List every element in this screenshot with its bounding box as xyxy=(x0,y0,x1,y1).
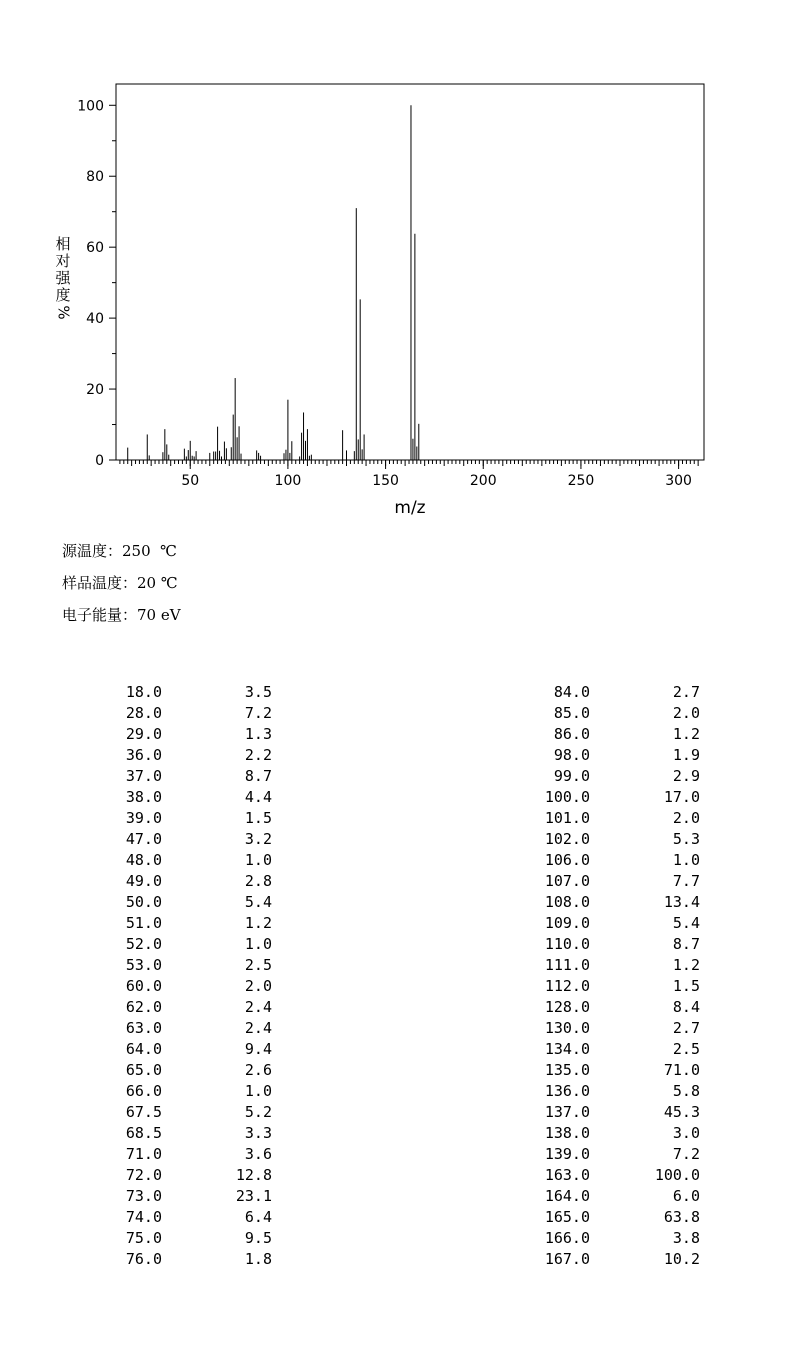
peak-row xyxy=(520,1039,700,1060)
peak-mz: 107.0 xyxy=(544,872,590,890)
peak-mz: 36.0 xyxy=(125,746,162,764)
peak-intensity: 10.2 xyxy=(663,1250,700,1268)
peak-row xyxy=(100,1228,272,1249)
peak-mz: 130.0 xyxy=(544,1019,590,1037)
peak-mz: 111.0 xyxy=(544,956,590,974)
peak-intensity: 2.4 xyxy=(244,998,272,1016)
peak-mz: 38.0 xyxy=(125,788,162,806)
peak-mz: 72.0 xyxy=(125,1166,162,1184)
peak-mz: 76.0 xyxy=(125,1250,162,1268)
peak-mz: 47.0 xyxy=(125,830,162,848)
y-tick-label: 0 xyxy=(95,453,104,469)
peak-intensity: 3.6 xyxy=(244,1145,272,1163)
y-axis-ticks xyxy=(77,98,116,469)
peak-row xyxy=(100,997,272,1018)
peak-mz: 71.0 xyxy=(125,1145,162,1163)
peak-row xyxy=(520,1165,700,1186)
peak-row xyxy=(520,1144,700,1165)
instrument-conditions xyxy=(62,540,181,636)
peak-intensity: 3.8 xyxy=(672,1229,700,1247)
peak-row xyxy=(520,1186,700,1207)
peak-row xyxy=(100,1060,272,1081)
x-tick-label: 300 xyxy=(665,473,692,489)
peak-row xyxy=(100,1102,272,1123)
y-axis-label-unit: % xyxy=(54,305,73,320)
peak-intensity: 2.2 xyxy=(244,746,272,764)
y-tick-label: 100 xyxy=(77,98,104,115)
peak-mz: 98.0 xyxy=(553,746,590,764)
peak-intensity: 7.7 xyxy=(672,872,700,890)
peak-mz: 109.0 xyxy=(544,914,590,932)
peak-row xyxy=(520,1102,700,1123)
peak-row xyxy=(100,1081,272,1102)
peak-intensity: 1.2 xyxy=(672,725,700,743)
peak-mz: 50.0 xyxy=(125,893,162,911)
peak-mz: 136.0 xyxy=(544,1082,590,1100)
peak-mz: 112.0 xyxy=(544,977,590,995)
peak-mz: 85.0 xyxy=(553,704,590,722)
peak-intensity: 7.2 xyxy=(672,1145,700,1163)
peak-row xyxy=(520,955,700,976)
peak-intensity: 2.5 xyxy=(244,956,272,974)
peak-intensity: 3.5 xyxy=(244,683,272,701)
peak-intensity: 2.8 xyxy=(244,872,272,890)
peak-mz: 100.0 xyxy=(544,788,590,806)
peak-mz: 48.0 xyxy=(125,851,162,869)
peak-intensity: 5.2 xyxy=(244,1103,272,1121)
condition-source-temperature xyxy=(62,540,181,572)
peak-intensity: 1.2 xyxy=(244,914,272,932)
peak-intensity: 8.7 xyxy=(244,767,272,785)
peak-mz: 49.0 xyxy=(125,872,162,890)
condition-label: 源温度： xyxy=(62,542,123,560)
peak-row xyxy=(520,1081,700,1102)
peak-intensity: 1.5 xyxy=(244,809,272,827)
peak-row xyxy=(520,766,700,787)
peak-row xyxy=(100,1249,272,1270)
peak-intensity: 45.3 xyxy=(663,1103,700,1121)
peak-row xyxy=(100,1018,272,1039)
y-tick-label: 80 xyxy=(86,169,104,186)
peak-intensity: 2.5 xyxy=(672,1040,700,1058)
peak-row xyxy=(520,1249,700,1270)
condition-label: 电子能量： xyxy=(62,606,138,624)
plot-frame xyxy=(116,84,704,460)
peak-row xyxy=(520,1060,700,1081)
peak-intensity: 1.2 xyxy=(672,956,700,974)
peak-mz: 128.0 xyxy=(544,998,590,1016)
y-axis-label-char: 对 xyxy=(55,252,71,270)
peak-mz: 106.0 xyxy=(544,851,590,869)
x-tick-label: 50 xyxy=(181,473,200,489)
peak-intensity: 1.5 xyxy=(672,977,700,995)
x-axis-ticks xyxy=(181,460,692,489)
x-tick-label: 100 xyxy=(274,473,302,489)
peak-row xyxy=(520,1207,700,1228)
peak-row xyxy=(520,787,700,808)
peak-intensity: 2.7 xyxy=(672,683,700,701)
mass-spectrum-chart xyxy=(0,0,794,530)
peak-intensity: 100.0 xyxy=(654,1166,700,1184)
peak-row xyxy=(520,871,700,892)
peak-row xyxy=(520,703,700,724)
condition-electron-energy xyxy=(62,604,181,636)
peak-row xyxy=(100,766,272,787)
peak-intensity: 2.0 xyxy=(672,809,700,827)
peak-row xyxy=(100,850,272,871)
peak-intensity: 9.5 xyxy=(244,1229,272,1247)
peak-intensity: 71.0 xyxy=(663,1061,700,1079)
peak-row xyxy=(520,745,700,766)
condition-value: 70 eV xyxy=(137,606,181,624)
peak-row xyxy=(100,1186,272,1207)
peak-mz: 138.0 xyxy=(544,1124,590,1142)
peak-intensity: 1.8 xyxy=(244,1250,272,1268)
peak-mz: 102.0 xyxy=(544,830,590,848)
peak-table-left xyxy=(100,682,272,1270)
peak-intensity: 5.4 xyxy=(244,893,272,911)
peak-mz: 37.0 xyxy=(125,767,162,785)
peak-intensity: 12.8 xyxy=(235,1166,272,1184)
peak-row xyxy=(520,1018,700,1039)
peak-row xyxy=(100,892,272,913)
peak-row xyxy=(100,934,272,955)
peak-row xyxy=(100,1165,272,1186)
peak-mz: 167.0 xyxy=(544,1250,590,1268)
peak-mz: 101.0 xyxy=(544,809,590,827)
peak-mz: 39.0 xyxy=(125,809,162,827)
peak-row xyxy=(100,1123,272,1144)
peak-intensity: 8.7 xyxy=(672,935,700,953)
peak-mz: 53.0 xyxy=(125,956,162,974)
peak-row xyxy=(520,892,700,913)
y-axis-label-char: 强 xyxy=(55,269,71,287)
peak-intensity: 2.0 xyxy=(244,977,272,995)
peak-intensity: 1.9 xyxy=(672,746,700,764)
peak-row xyxy=(520,850,700,871)
peak-mz: 163.0 xyxy=(544,1166,590,1184)
peak-row xyxy=(520,934,700,955)
peak-intensity: 1.3 xyxy=(244,725,272,743)
peak-mz: 86.0 xyxy=(553,725,590,743)
peak-intensity: 8.4 xyxy=(672,998,700,1016)
peak-row xyxy=(100,1039,272,1060)
peak-mz: 166.0 xyxy=(544,1229,590,1247)
peak-mz: 139.0 xyxy=(544,1145,590,1163)
condition-value: 250 ℃ xyxy=(122,542,177,560)
condition-label: 样品温度： xyxy=(62,574,138,592)
peak-mz: 135.0 xyxy=(544,1061,590,1079)
peak-intensity: 23.1 xyxy=(235,1187,272,1205)
peak-mz: 110.0 xyxy=(544,935,590,953)
peak-intensity: 1.0 xyxy=(244,851,272,869)
peak-mz: 65.0 xyxy=(125,1061,162,1079)
peak-mz: 67.5 xyxy=(125,1103,162,1121)
peak-mz: 62.0 xyxy=(125,998,162,1016)
peak-row xyxy=(520,724,700,745)
peak-row xyxy=(100,955,272,976)
peak-row xyxy=(520,1228,700,1249)
peak-row xyxy=(520,808,700,829)
peak-mz: 99.0 xyxy=(553,767,590,785)
peak-intensity: 17.0 xyxy=(663,788,700,806)
peak-row xyxy=(100,913,272,934)
x-tick-label: 250 xyxy=(567,473,595,489)
peak-intensity: 3.0 xyxy=(672,1124,700,1142)
peak-intensity: 2.0 xyxy=(672,704,700,722)
condition-value: 20 ℃ xyxy=(137,574,178,592)
peak-mz: 73.0 xyxy=(125,1187,162,1205)
peak-mz: 18.0 xyxy=(125,683,162,701)
peak-intensity: 63.8 xyxy=(663,1208,700,1226)
y-tick-label: 40 xyxy=(86,311,104,328)
peak-intensity: 5.4 xyxy=(672,914,700,932)
peak-intensity: 3.3 xyxy=(244,1124,272,1142)
peak-mz: 68.5 xyxy=(125,1124,162,1142)
peak-mz: 51.0 xyxy=(125,914,162,932)
peak-mz: 28.0 xyxy=(125,704,162,722)
peak-mz: 63.0 xyxy=(125,1019,162,1037)
peak-row xyxy=(100,724,272,745)
peak-mz: 66.0 xyxy=(125,1082,162,1100)
peak-intensity: 5.3 xyxy=(672,830,700,848)
peak-row xyxy=(520,997,700,1018)
peak-intensity: 3.2 xyxy=(244,830,272,848)
peak-intensity: 1.0 xyxy=(244,935,272,953)
peak-mz: 165.0 xyxy=(544,1208,590,1226)
y-axis-label xyxy=(52,236,74,321)
peak-intensity: 9.4 xyxy=(244,1040,272,1058)
spectrum-peaks xyxy=(128,105,419,460)
y-axis-label-char: 度 xyxy=(55,286,71,304)
peak-row xyxy=(100,808,272,829)
peak-row xyxy=(100,745,272,766)
peak-intensity: 2.9 xyxy=(672,767,700,785)
peak-row xyxy=(520,1123,700,1144)
peak-row xyxy=(520,976,700,997)
peak-row xyxy=(100,871,272,892)
peak-row xyxy=(100,682,272,703)
peak-intensity: 6.0 xyxy=(672,1187,700,1205)
peak-intensity: 2.7 xyxy=(672,1019,700,1037)
y-axis-label-char: 相 xyxy=(55,235,71,253)
x-tick-label: 150 xyxy=(372,473,399,489)
y-tick-label: 60 xyxy=(86,240,104,257)
peak-intensity: 13.4 xyxy=(663,893,700,911)
peak-row xyxy=(520,913,700,934)
peak-intensity: 1.0 xyxy=(672,851,700,869)
peak-table-right xyxy=(520,682,700,1270)
peak-intensity: 5.8 xyxy=(672,1082,700,1100)
peak-mz: 29.0 xyxy=(125,725,162,743)
peak-row xyxy=(100,976,272,997)
peak-intensity: 7.2 xyxy=(244,704,272,722)
x-minor-ticks xyxy=(120,460,698,466)
peak-mz: 137.0 xyxy=(544,1103,590,1121)
y-tick-label: 20 xyxy=(86,382,104,399)
peak-row xyxy=(100,703,272,724)
peak-intensity: 2.6 xyxy=(244,1061,272,1079)
peak-mz: 164.0 xyxy=(544,1187,590,1205)
peak-mz: 75.0 xyxy=(125,1229,162,1247)
peak-intensity: 4.4 xyxy=(244,788,272,806)
peak-intensity: 6.4 xyxy=(244,1208,272,1226)
peak-row xyxy=(100,829,272,850)
peak-mz: 134.0 xyxy=(544,1040,590,1058)
peak-row xyxy=(100,787,272,808)
peak-intensity: 2.4 xyxy=(244,1019,272,1037)
peak-intensity: 1.0 xyxy=(244,1082,272,1100)
x-tick-label: 200 xyxy=(469,473,497,489)
peak-row xyxy=(100,1207,272,1228)
x-axis-label: m/z xyxy=(394,498,426,518)
peak-row xyxy=(520,829,700,850)
peak-row xyxy=(100,1144,272,1165)
peak-mz: 84.0 xyxy=(553,683,590,701)
condition-sample-temperature xyxy=(62,572,181,604)
peak-mz: 64.0 xyxy=(125,1040,162,1058)
peak-mz: 108.0 xyxy=(544,893,590,911)
peak-mz: 74.0 xyxy=(125,1208,162,1226)
peak-mz: 60.0 xyxy=(125,977,162,995)
peak-row xyxy=(520,682,700,703)
peak-mz: 52.0 xyxy=(125,935,162,953)
